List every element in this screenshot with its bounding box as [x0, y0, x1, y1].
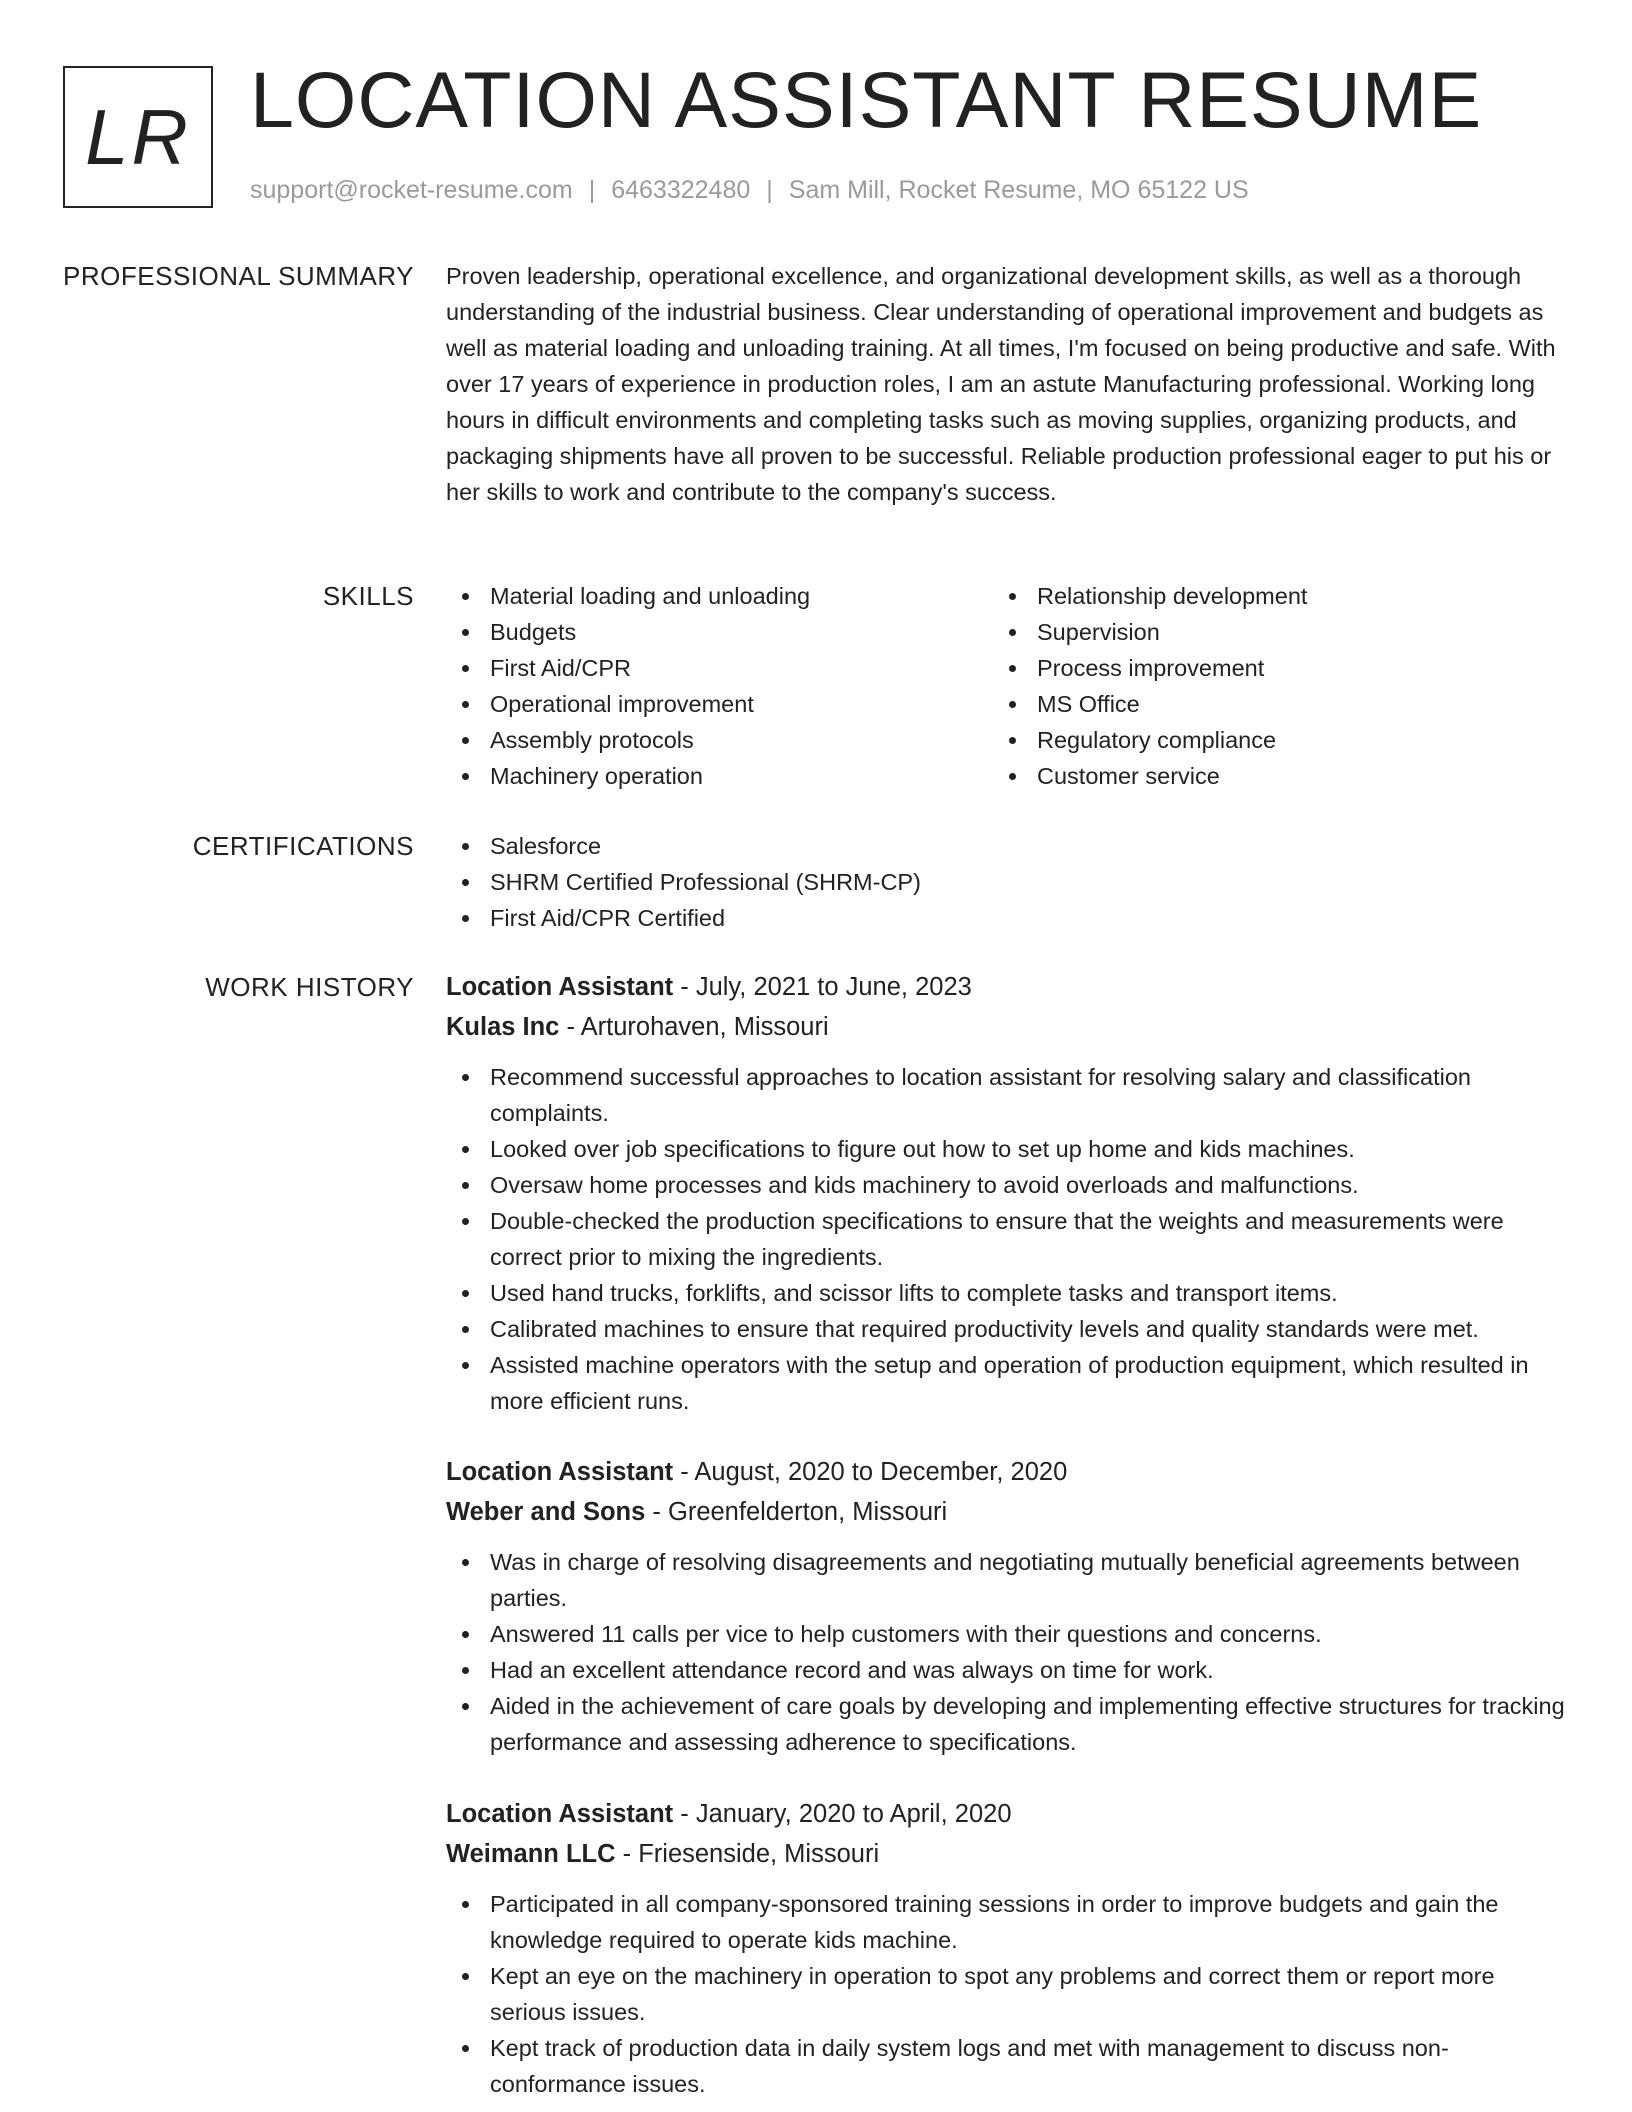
job-location: - Arturohaven, Missouri	[559, 1013, 829, 1041]
job-duty-item: Kept track of production data in daily system logs and met with management to discuss non-conformance issues.	[446, 2030, 1566, 2102]
job-company-line	[446, 1834, 1566, 1874]
summary-text: Proven leadership, operational excellence, and organizational development skills, as well as a thorough understanding of the industrial business. Clear understanding of operational improvement and budgets as well as material loading and unloading training. At all times, I'm focused on being productive and safe. With over 17 years of experience in production roles, I am an astute Manufacturing professional. Working long hours in difficult environments and completing tasks such as moving supplies, organizing products, and packaging shipments have all proven to be successful. Reliable production professional eager to put his or her skills to work and contribute to the company's success.	[446, 263, 1556, 505]
job-duty-item: Calibrated machines to ensure that required productivity levels and quality standards were met.	[446, 1311, 1566, 1347]
job-duty-item: Kept an eye on the machinery in operation to spot any problems and correct them or report more serious issues.	[446, 1958, 1566, 2030]
certification-item: First Aid/CPR Certified	[446, 900, 1566, 936]
contact-separator: |	[766, 176, 773, 204]
contact-address: Sam Mill, Rocket Resume, MO 65122 US	[788, 176, 1249, 204]
skill-item: Process improvement	[993, 650, 1540, 686]
job-location: - Friesenside, Missouri	[615, 1840, 880, 1868]
skill-item: First Aid/CPR	[446, 650, 993, 686]
skill-item: Machinery operation	[446, 758, 993, 794]
skill-item: Regulatory compliance	[993, 722, 1540, 758]
certification-item: SHRM Certified Professional (SHRM-CP)	[446, 864, 1566, 900]
job-duties-list	[446, 1886, 1566, 2102]
certifications-content	[446, 828, 1566, 936]
contact-phone: 6463322480	[611, 176, 751, 204]
skill-item: Customer service	[993, 758, 1540, 794]
resume-header	[0, 0, 1632, 240]
job-title-line	[446, 967, 1566, 1007]
skill-item: Budgets	[446, 614, 993, 650]
skills-list-right	[993, 578, 1540, 794]
job-title: Location Assistant	[446, 1458, 674, 1486]
job-title: Location Assistant	[446, 1800, 674, 1828]
job-duty-item: Had an excellent attendance record and was always on time for work.	[446, 1652, 1566, 1688]
job-duties-list	[446, 1544, 1566, 1760]
skills-content	[446, 578, 1566, 794]
certification-item: Salesforce	[446, 828, 1566, 864]
skills-heading: SKILLS	[322, 581, 414, 611]
skill-item: MS Office	[993, 686, 1540, 722]
work-history-heading: WORK HISTORY	[205, 972, 414, 1002]
job-entry	[446, 967, 1566, 1419]
job-title-line	[446, 1794, 1566, 1834]
job-title-line	[446, 1452, 1566, 1492]
contact-line	[250, 172, 1249, 208]
skill-item: Relationship development	[993, 578, 1540, 614]
job-duty-item: Recommend successful approaches to location assistant for resolving salary and classification complaints.	[446, 1059, 1566, 1131]
job-company-line	[446, 1007, 1566, 1047]
summary-content	[446, 258, 1566, 510]
job-company: Weber and Sons	[446, 1498, 646, 1526]
job-entry	[446, 1794, 1566, 2102]
job-company: Kulas Inc	[446, 1013, 560, 1041]
contact-separator: |	[588, 176, 596, 204]
monogram-logo	[63, 66, 213, 208]
job-duty-item: Was in charge of resolving disagreements and negotiating mutually beneficial agreements between parties.	[446, 1544, 1566, 1616]
job-duty-item: Assisted machine operators with the setup and operation of production equipment, which resulted in more efficient runs.	[446, 1347, 1566, 1419]
job-dates: - July, 2021 to June, 2023	[673, 973, 972, 1001]
job-company-line	[446, 1492, 1566, 1532]
job-dates: - August, 2020 to December, 2020	[673, 1458, 1068, 1486]
job-duty-item: Used hand trucks, forklifts, and scissor lifts to complete tasks and transport items.	[446, 1275, 1566, 1311]
monogram-initials: LR	[85, 92, 191, 181]
job-duty-item: Answered 11 calls per vice to help customers with their questions and concerns.	[446, 1616, 1566, 1652]
skills-list-left	[446, 578, 993, 794]
skill-item: Operational improvement	[446, 686, 993, 722]
job-location: - Greenfelderton, Missouri	[645, 1498, 948, 1526]
job-dates: - January, 2020 to April, 2020	[673, 1800, 1012, 1828]
job-duty-item: Double-checked the production specifications to ensure that the weights and measurements were correct prior to mixing the ingredients.	[446, 1203, 1566, 1275]
certifications-list	[446, 828, 1566, 936]
job-company: Weimann LLC	[446, 1840, 616, 1868]
job-duty-item: Oversaw home processes and kids machinery to avoid overloads and malfunctions.	[446, 1167, 1566, 1203]
job-duty-item: Looked over job specifications to figure out how to set up home and kids machines.	[446, 1131, 1566, 1167]
resume-title: LOCATION ASSISTANT RESUME	[250, 55, 1483, 144]
job-entry	[446, 1452, 1566, 1760]
job-duty-item: Participated in all company-sponsored training sessions in order to improve budgets and gain the knowledge required to operate kids machine.	[446, 1886, 1566, 1958]
contact-email: support@rocket-resume.com	[250, 176, 573, 204]
job-title: Location Assistant	[446, 973, 674, 1001]
job-duty-item: Aided in the achievement of care goals by developing and implementing effective structures for tracking performance and assessing adherence to specifications.	[446, 1688, 1566, 1760]
skill-item: Supervision	[993, 614, 1540, 650]
skill-item: Material loading and unloading	[446, 578, 993, 614]
summary-heading: PROFESSIONAL SUMMARY	[63, 261, 414, 291]
certifications-heading: CERTIFICATIONS	[192, 831, 414, 861]
skill-item: Assembly protocols	[446, 722, 993, 758]
job-duties-list	[446, 1059, 1566, 1419]
